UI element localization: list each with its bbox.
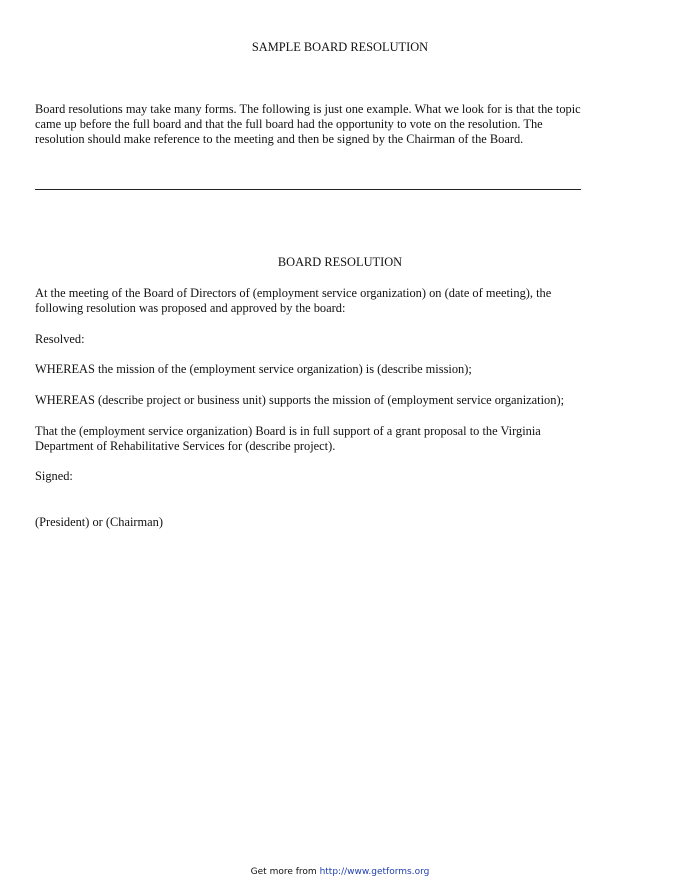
resolution-heading: BOARD RESOLUTION [277, 255, 403, 269]
separator-rule [35, 189, 581, 190]
resolved-label: Resolved: [35, 332, 85, 346]
signatory-line: (President) or (Chairman) [35, 515, 163, 529]
intro-line-1: Board resolutions may take many forms. The following is just one example. What we look for is that the topic [35, 102, 581, 116]
intro-line-3: resolution should make reference to the meeting and then be signed by the Chairman of the Board. [35, 132, 524, 146]
support-line-2: Department of Rehabilitative Services for (describe project). [35, 439, 336, 453]
support-line-1: That the (employment service organization) Board is in full support of a grant proposal to the Virginia [35, 424, 541, 438]
meeting-line-1: At the meeting of the Board of Directors of (employment service organization) on (date of meeting), the [35, 286, 552, 300]
document-title: SAMPLE BOARD RESOLUTION [251, 40, 429, 54]
whereas-clause-1: WHEREAS the mission of the (employment service organization) is (describe mission); [35, 362, 472, 376]
footer-link[interactable]: http://www.getforms.org [319, 867, 430, 877]
intro-line-2: came up before the full board and that the full board had the opportunity to vote on the resolution. The [35, 117, 543, 131]
whereas-clause-2: WHEREAS (describe project or business unit) supports the mission of (employment service organization); [35, 393, 565, 407]
footer-prefix: Get more from [250, 867, 320, 877]
signed-label: Signed: [35, 469, 73, 483]
meeting-line-2: following resolution was proposed and approved by the board: [35, 301, 346, 315]
footer [0, 866, 680, 878]
